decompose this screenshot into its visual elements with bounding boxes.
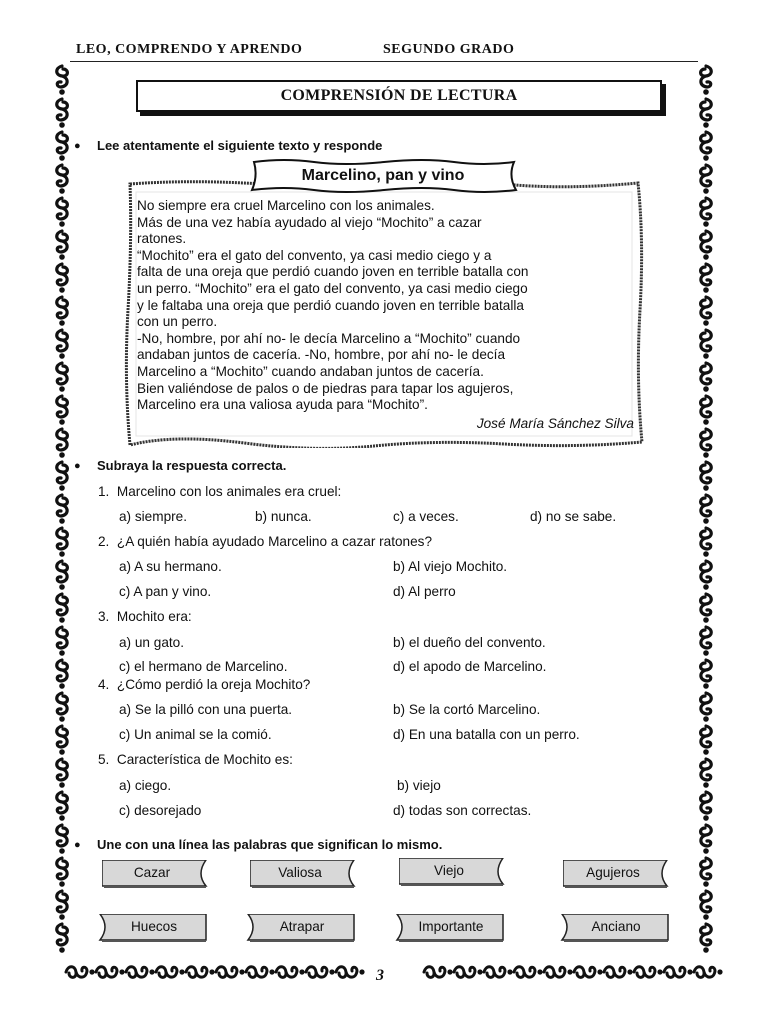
- swirl-ornament: [57, 99, 68, 128]
- story-line: Marcelino a “Mochito” cuando andaban juntos de cacería.: [137, 363, 484, 379]
- swirl-ornament: [701, 660, 712, 689]
- instruction-underline: Subraya la respuesta correcta.: [97, 458, 287, 473]
- answer-option[interactable]: a) ciego.: [119, 778, 172, 793]
- question-3: [98, 609, 192, 624]
- question-text: ¿A quién había ayudado Marcelino a cazar ratones?: [116, 534, 433, 549]
- swirl-ornament: [701, 330, 712, 359]
- answer-option[interactable]: b) viejo: [397, 778, 441, 793]
- story-line: un perro. “Mochito” era el gato del convento, ya casi medio ciego: [137, 280, 528, 296]
- story-line: andaban juntos de cacería. -No, hombre, por ahí no- le decía: [137, 347, 506, 363]
- answer-option[interactable]: d) el apodo de Marcelino.: [393, 659, 547, 674]
- swirl-ornament: [57, 561, 68, 590]
- story-line: Más de una vez había ayudado al viejo “Mochito” a cazar: [137, 214, 482, 230]
- bullet-icon: ●: [74, 140, 81, 152]
- swirl-ornament: [701, 891, 712, 920]
- answer-option[interactable]: c) a veces.: [393, 509, 459, 524]
- word-tag-huecos[interactable]: Huecos: [130, 919, 178, 934]
- swirl-ornament: [701, 66, 712, 95]
- answer-option[interactable]: a) siempre.: [119, 509, 187, 524]
- swirl-ornament: [57, 627, 68, 656]
- swirl-ornament: [701, 759, 712, 788]
- answer-option[interactable]: d) En una batalla con un perro.: [393, 727, 580, 742]
- swirl-ornament: [484, 967, 513, 978]
- answer-option[interactable]: d) no se sabe.: [530, 509, 617, 524]
- question-2: [98, 534, 432, 549]
- story-line: Bien valiéndose de palos o de piedras para tapar los agujeros,: [137, 380, 514, 396]
- word-tag-atrapar[interactable]: Atrapar: [279, 919, 325, 934]
- swirl-ornament: [701, 726, 712, 755]
- swirl-ornament: [57, 198, 68, 227]
- swirl-ornament: [701, 693, 712, 722]
- swirl-ornament: [57, 495, 68, 524]
- swirl-ornament: [701, 561, 712, 590]
- swirl-ornament: [514, 967, 543, 978]
- story-text: [137, 198, 637, 414]
- swirl-ornament: [701, 297, 712, 326]
- answer-option[interactable]: b) Se la cortó Marcelino.: [393, 702, 541, 717]
- swirl-ornament: [57, 891, 68, 920]
- swirl-ornament: [57, 660, 68, 689]
- swirl-ornament: [664, 967, 693, 978]
- answer-option[interactable]: d) todas son correctas.: [393, 803, 532, 818]
- swirl-ornament: [701, 264, 712, 293]
- swirl-ornament: [701, 858, 712, 887]
- swirl-ornament: [306, 967, 335, 978]
- story-line: falta de una oreja que perdió cuando joven en terrible batalla con: [137, 264, 529, 280]
- swirl-ornament: [701, 627, 712, 656]
- answer-option[interactable]: a) A su hermano.: [119, 559, 222, 574]
- answer-option[interactable]: d) Al perro: [393, 584, 456, 599]
- swirl-ornament: [701, 924, 712, 953]
- word-tag-importante[interactable]: Importante: [418, 919, 484, 934]
- swirl-ornament: [126, 967, 155, 978]
- page-number: 3: [376, 967, 384, 984]
- swirl-ornament: [156, 967, 185, 978]
- question-number: 2.: [98, 534, 110, 549]
- swirl-ornament: [701, 363, 712, 392]
- instruction-read: Lee atentamente el siguiente texto y responde: [97, 138, 383, 153]
- swirl-ornament: [57, 462, 68, 491]
- swirl-ornament: [574, 967, 603, 978]
- question-text: Característica de Mochito es:: [116, 752, 293, 767]
- word-tag-cazar[interactable]: Cazar: [133, 865, 171, 880]
- swirl-ornament: [57, 264, 68, 293]
- swirl-ornament: [336, 967, 365, 978]
- story-title: Marcelino, pan y vino: [301, 167, 465, 184]
- header-grade: SEGUNDO GRADO: [383, 42, 515, 57]
- swirl-ornament: [57, 792, 68, 821]
- header-book-title: LEO, COMPRENDO Y APRENDO: [76, 42, 303, 57]
- swirl-ornament: [701, 792, 712, 821]
- word-tag-valiosa[interactable]: Valiosa: [278, 865, 322, 880]
- swirl-ornament: [57, 363, 68, 392]
- swirl-ornament: [424, 967, 453, 978]
- swirl-ornament: [276, 967, 305, 978]
- story-line: No siempre era cruel Marcelino con los animales.: [137, 198, 435, 213]
- page-header: [0, 42, 768, 62]
- swirl-ornament: [701, 231, 712, 260]
- word-tag-agujeros[interactable]: Agujeros: [586, 865, 640, 880]
- story-line: Marcelino era una valiosa ayuda para “Mochito”.: [137, 397, 428, 413]
- question-1: [98, 484, 341, 499]
- question-text: Mochito era:: [116, 609, 192, 624]
- swirl-ornament: [57, 231, 68, 260]
- swirl-ornament: [57, 726, 68, 755]
- swirl-ornament: [57, 429, 68, 458]
- swirl-ornament: [701, 429, 712, 458]
- swirl-ornament: [701, 198, 712, 227]
- swirl-ornament: [66, 967, 95, 978]
- question-number: 5.: [98, 752, 110, 767]
- swirl-ornament: [454, 967, 483, 978]
- story-author: José María Sánchez Silva: [476, 416, 634, 431]
- answer-option[interactable]: a) un gato.: [119, 635, 184, 650]
- swirl-ornament: [57, 693, 68, 722]
- swirl-ornament: [701, 132, 712, 161]
- swirl-ornament: [701, 165, 712, 194]
- bullet-icon: ●: [74, 460, 81, 472]
- swirl-ornament: [57, 759, 68, 788]
- swirl-ornament: [57, 594, 68, 623]
- answer-option[interactable]: c) desorejado: [119, 803, 202, 818]
- swirl-ornament: [57, 528, 68, 557]
- answer-option[interactable]: b) Al viejo Mochito.: [393, 559, 508, 574]
- story-line: ratones.: [137, 231, 187, 247]
- answer-option[interactable]: b) nunca.: [255, 509, 312, 524]
- swirl-ornament: [604, 967, 633, 978]
- question-text: Marcelino con los animales era cruel:: [116, 484, 342, 499]
- swirl-ornament: [57, 66, 68, 95]
- swirl-ornament: [701, 99, 712, 128]
- story-line: “Mochito” era el gato del convento, ya casi medio ciego y a: [137, 247, 492, 263]
- swirl-ornament: [701, 495, 712, 524]
- answer-option[interactable]: a) Se la pilló con una puerta.: [119, 702, 293, 717]
- swirl-ornament: [694, 967, 723, 978]
- question-text: ¿Cómo perdió la oreja Mochito?: [116, 677, 311, 692]
- swirl-ornament: [701, 462, 712, 491]
- story-line: y le faltaba una oreja que perdió cuando joven en terrible batalla: [137, 297, 524, 313]
- answer-option[interactable]: c) Un animal se la comió.: [119, 727, 272, 742]
- swirl-ornament: [186, 967, 215, 978]
- question-5: [98, 752, 293, 767]
- swirl-ornament: [216, 967, 245, 978]
- swirl-ornament: [701, 594, 712, 623]
- answer-option[interactable]: c) el hermano de Marcelino.: [119, 659, 288, 674]
- swirl-ornament: [57, 924, 68, 953]
- swirl-ornament: [544, 967, 573, 978]
- answer-option[interactable]: c) A pan y vino.: [119, 584, 212, 599]
- swirl-ornament: [701, 528, 712, 557]
- answer-option[interactable]: b) el dueño del convento.: [393, 635, 546, 650]
- swirl-ornament: [634, 967, 663, 978]
- swirl-ornament: [57, 297, 68, 326]
- story-line: con un perro.: [137, 314, 218, 330]
- word-tag-viejo[interactable]: Viejo: [434, 863, 464, 878]
- swirl-ornament: [57, 165, 68, 194]
- swirl-ornament: [57, 330, 68, 359]
- question-number: 1.: [98, 484, 110, 499]
- swirl-ornament: [701, 396, 712, 425]
- swirl-ornament: [96, 967, 125, 978]
- swirl-ornament: [57, 132, 68, 161]
- story-line: -No, hombre, por ahí no- le decía Marcelino a “Mochito” cuando: [137, 330, 521, 346]
- swirl-ornament: [701, 825, 712, 854]
- page-title: COMPRENSIÓN DE LECTURA: [136, 80, 662, 112]
- swirl-ornament: [57, 858, 68, 887]
- swirl-ornament: [57, 825, 68, 854]
- swirl-ornament: [246, 967, 275, 978]
- bullet-icon: ●: [74, 839, 81, 851]
- question-4: [98, 677, 310, 692]
- instruction-match: Une con una línea las palabras que significan lo mismo.: [97, 837, 443, 852]
- word-tag-anciano[interactable]: Anciano: [591, 919, 641, 934]
- question-number: 3.: [98, 609, 110, 624]
- header-rule: [70, 61, 698, 62]
- question-number: 4.: [98, 677, 110, 692]
- swirl-ornament: [57, 396, 68, 425]
